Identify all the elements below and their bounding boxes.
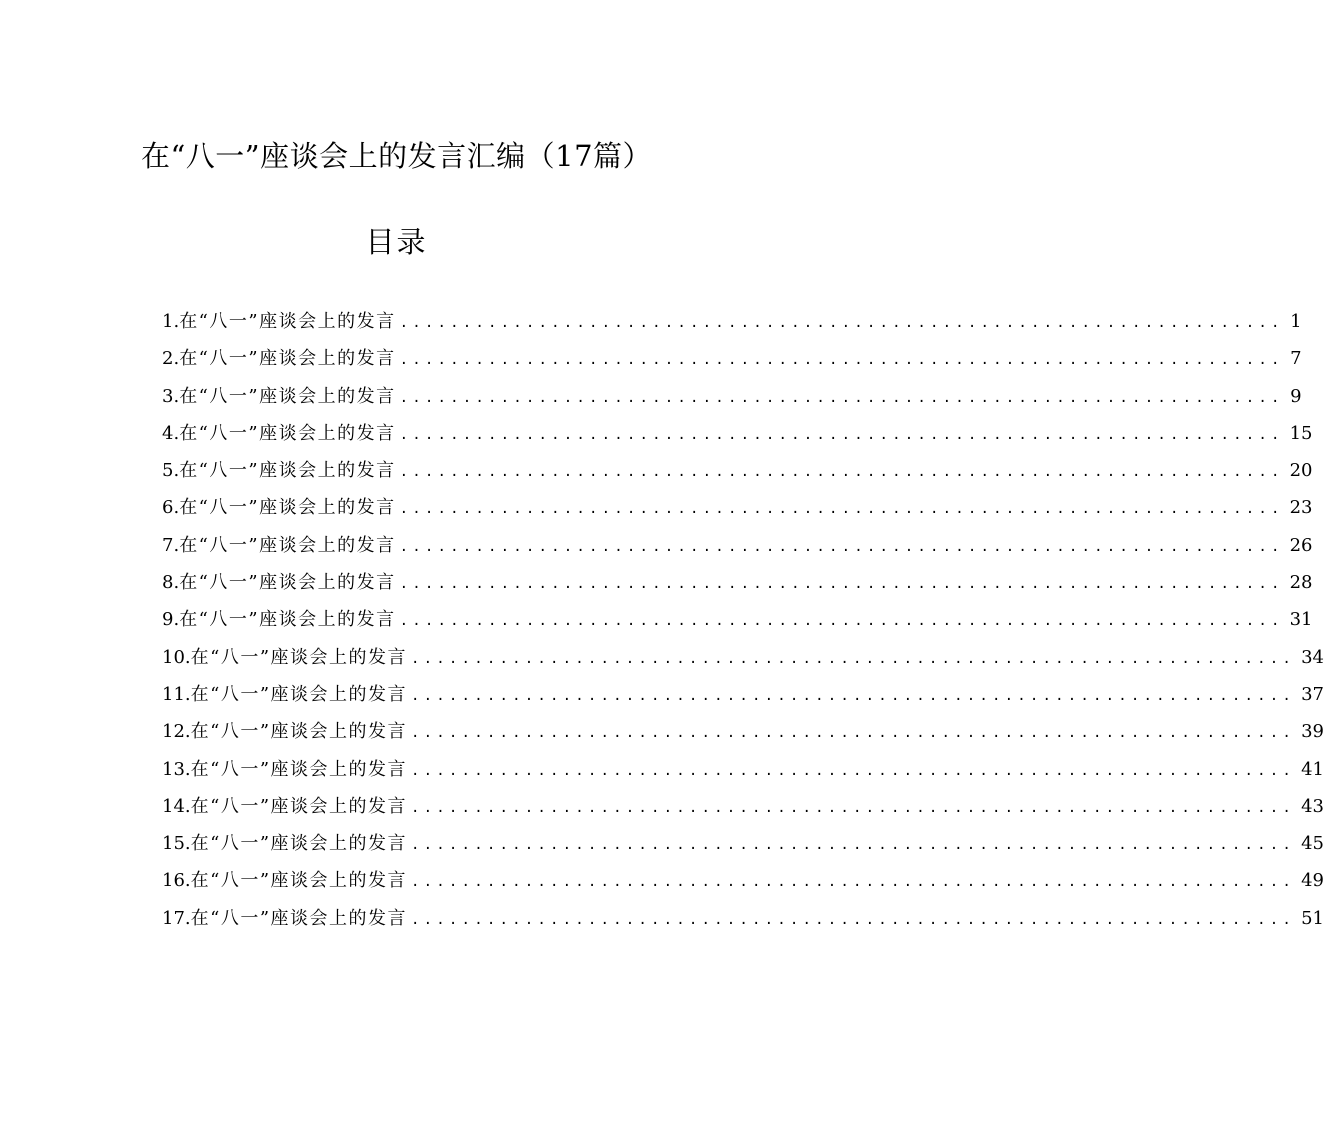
toc-entry-12[interactable] (162, 717, 1324, 754)
toc-entry-page: 28 (1289, 572, 1313, 594)
toc-entry-page: 37 (1301, 683, 1324, 705)
toc-dot-leader: ...................................................................... (399, 464, 1284, 481)
toc-entry-number: 9. (162, 609, 180, 631)
toc-entry-text: 在“八一”座谈会上的发言 (190, 721, 408, 743)
toc-entry-page: 43 (1301, 795, 1324, 817)
toc-entry-page: 45 (1301, 833, 1324, 855)
toc-entry-text: 在“八一”座谈会上的发言 (190, 870, 408, 892)
toc-entry-text: 在“八一”座谈会上的发言 (190, 907, 408, 929)
toc-entry-3[interactable] (162, 382, 1302, 419)
toc-entry-page: 20 (1289, 460, 1313, 482)
toc-entry-number: 2. (162, 348, 180, 370)
toc-entry-page: 26 (1289, 534, 1313, 556)
toc-entry-8[interactable] (162, 568, 1313, 605)
toc-entry-page: 7 (1290, 348, 1302, 370)
toc-entry-text: 在“八一”座谈会上的发言 (190, 833, 408, 855)
toc-entry-page: 41 (1301, 758, 1324, 780)
toc-entry-page: 15 (1289, 422, 1313, 444)
toc-entry-page: 1 (1290, 311, 1302, 332)
table-of-contents (162, 307, 1324, 941)
toc-entry-text: 在“八一”座谈会上的发言 (179, 422, 396, 444)
toc-entry-number: 5. (162, 460, 180, 482)
toc-dot-leader: ...................................................................... (399, 613, 1284, 630)
document-title: 在“八一”座谈会上的发言汇编（17篇） (140, 139, 653, 173)
toc-dot-leader: ...................................................................... (399, 426, 1284, 443)
toc-entry-4[interactable] (162, 419, 1313, 456)
toc-dot-leader: ...................................................................... (411, 911, 1296, 928)
toc-entry-number: 10. (162, 646, 191, 668)
toc-entry-text: 在“八一”座谈会上的发言 (179, 460, 396, 482)
toc-dot-leader: ...................................................................... (399, 576, 1284, 593)
toc-dot-leader: ...................................................................... (411, 837, 1296, 854)
toc-entry-text: 在“八一”座谈会上的发言 (190, 683, 408, 705)
toc-entry-text: 在“八一”座谈会上的发言 (179, 609, 396, 631)
toc-entry-page: 9 (1290, 385, 1302, 407)
toc-entry-page: 51 (1301, 907, 1324, 929)
toc-entry-10[interactable] (162, 643, 1324, 680)
toc-entry-17[interactable] (162, 904, 1324, 941)
toc-entry-number: 12. (162, 721, 191, 743)
toc-dot-leader: ...................................................................... (399, 538, 1284, 555)
toc-dot-leader: ...................................................................... (411, 725, 1296, 742)
toc-entry-text: 在“八一”座谈会上的发言 (190, 795, 408, 817)
toc-dot-leader: ...................................................................... (399, 389, 1284, 406)
toc-entry-number: 4. (162, 422, 180, 444)
toc-entry-text: 在“八一”座谈会上的发言 (179, 348, 396, 370)
toc-entry-number: 6. (162, 497, 180, 519)
toc-dot-leader: ...................................................................... (399, 501, 1284, 518)
toc-entry-text: 在“八一”座谈会上的发言 (179, 311, 396, 332)
toc-dot-leader: ...................................................................... (411, 650, 1296, 667)
toc-entry-number: 13. (162, 758, 191, 780)
toc-entry-page: 49 (1301, 870, 1324, 892)
toc-entry-number: 3. (162, 385, 180, 407)
toc-entry-number: 1. (162, 311, 180, 332)
toc-entry-6[interactable] (162, 493, 1313, 530)
toc-entry-16[interactable] (162, 866, 1324, 903)
toc-heading: 目录 (365, 225, 428, 259)
toc-entry-page: 39 (1301, 721, 1324, 743)
toc-dot-leader: ...................................................................... (411, 762, 1296, 779)
toc-entry-number: 7. (162, 534, 180, 556)
toc-entry-text: 在“八一”座谈会上的发言 (179, 572, 396, 594)
toc-entry-text: 在“八一”座谈会上的发言 (190, 646, 408, 668)
toc-dot-leader: ...................................................................... (411, 687, 1296, 704)
toc-entry-text: 在“八一”座谈会上的发言 (179, 385, 396, 407)
toc-entry-14[interactable] (162, 792, 1324, 829)
toc-entry-13[interactable] (162, 755, 1324, 792)
toc-entry-text: 在“八一”座谈会上的发言 (179, 497, 396, 519)
toc-entry-5[interactable] (162, 456, 1313, 493)
toc-entry-number: 16. (162, 870, 191, 892)
toc-entry-11[interactable] (162, 680, 1324, 717)
toc-entry-page: 31 (1289, 609, 1313, 631)
toc-dot-leader: ...................................................................... (399, 352, 1284, 369)
toc-entry-page: 34 (1301, 646, 1324, 668)
toc-dot-leader: ...................................................................... (411, 874, 1296, 891)
toc-entry-page: 23 (1289, 497, 1313, 519)
toc-entry-number: 8. (162, 572, 180, 594)
toc-dot-leader: ...................................................................... (399, 315, 1284, 331)
toc-dot-leader: ...................................................................... (411, 799, 1296, 816)
toc-entry-number: 17. (162, 907, 191, 929)
toc-entry-15[interactable] (162, 829, 1324, 866)
toc-entry-1[interactable] (162, 307, 1302, 344)
toc-entry-9[interactable] (162, 605, 1313, 642)
toc-entry-text: 在“八一”座谈会上的发言 (179, 534, 396, 556)
toc-entry-number: 15. (162, 833, 191, 855)
toc-entry-number: 11. (162, 683, 191, 705)
toc-entry-7[interactable] (162, 531, 1313, 568)
toc-entry-number: 14. (162, 795, 191, 817)
toc-entry-2[interactable] (162, 344, 1302, 381)
toc-entry-text: 在“八一”座谈会上的发言 (190, 758, 408, 780)
